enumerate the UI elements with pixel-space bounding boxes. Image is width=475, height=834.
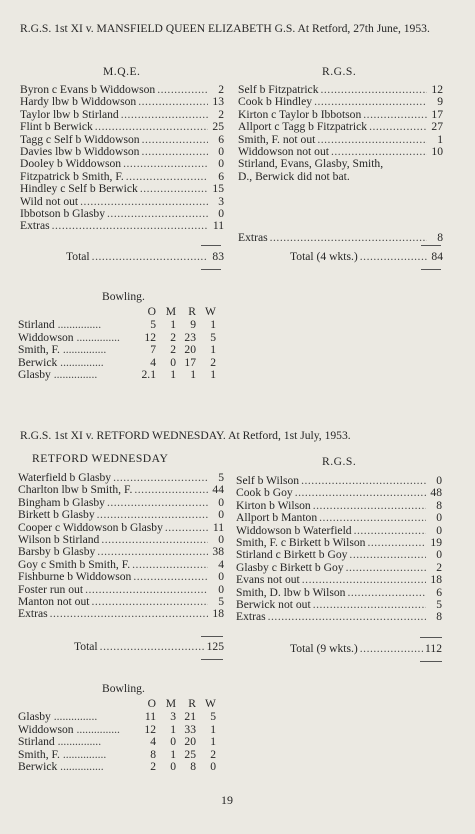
bowling-figure-o: 4	[150, 355, 156, 369]
batsman-dismissal: Allport b Manton	[236, 511, 318, 525]
bowling-figure-r: 21	[184, 710, 196, 723]
bowler-name-text: Berwick	[18, 760, 58, 774]
match-2-left-rule-top	[201, 636, 223, 637]
runs-scored: 11	[212, 219, 224, 233]
runs-scored: 44	[212, 483, 224, 497]
runs-scored: 2	[218, 107, 224, 121]
leader-dots	[134, 484, 208, 496]
batsman-dismissal: Cook b Hindley	[238, 95, 313, 109]
bowler-name-text: Widdowson	[18, 722, 74, 736]
batting-row	[236, 512, 442, 524]
leader-dots	[138, 96, 208, 108]
leader-dots	[50, 608, 208, 620]
bowling-figure-w: 1	[210, 343, 216, 357]
bowling-figure-o: 12	[144, 722, 156, 736]
runs-scored: 11	[212, 520, 224, 534]
match-2-title: R.G.S. 1st XI v. RETFORD WEDNESDAY. At Retford, 1st July, 1953.	[20, 429, 351, 442]
runs-scored: 18	[212, 607, 224, 621]
did-not-bat-row	[238, 158, 443, 170]
leader-dots	[321, 84, 428, 96]
leader-dots	[314, 96, 427, 108]
batsman-dismissal: Dooley b Widdowson	[20, 157, 122, 171]
bowler-name-text: Glasby	[18, 710, 51, 723]
runs-scored: 25	[212, 120, 224, 134]
runs-scored: 15	[212, 182, 224, 196]
did-not-bat-text: D., Berwick did not bat.	[238, 169, 350, 183]
leader-dots	[107, 208, 208, 220]
batting-row	[18, 509, 224, 521]
leader-dots	[157, 84, 208, 96]
leader-dots: ...............	[54, 735, 102, 749]
runs-scored: 4	[218, 557, 224, 571]
bowling-column-header: W	[205, 305, 216, 319]
leader-dots: ...............	[50, 368, 98, 382]
total-runs: 125	[206, 640, 224, 653]
bowler-name-text: Smith, F.	[18, 343, 60, 357]
runs-scored: 0	[218, 495, 224, 509]
leader-dots	[97, 509, 208, 521]
batsman-dismissal: Byron c Evans b Widdowson	[20, 83, 156, 96]
leader-dots	[52, 220, 208, 232]
leader-dots	[301, 475, 426, 487]
batsman-dismissal: Flint b Berwick	[20, 120, 93, 134]
batsman-dismissal: Wild not out	[20, 194, 79, 208]
leader-dots	[317, 134, 427, 146]
leader-dots: ...............	[57, 760, 104, 774]
leader-dots: ...............	[73, 330, 120, 344]
runs-scored: 18	[430, 573, 442, 587]
bowling-figure-w: 1	[210, 368, 216, 382]
leader-dots	[141, 146, 208, 158]
runs-scored: 0	[436, 523, 442, 537]
runs-scored: 6	[218, 169, 224, 183]
leader-dots	[95, 121, 208, 133]
batting-row	[20, 220, 224, 232]
bowling-figure-m: 0	[170, 735, 176, 749]
bowling-figure-w: 5	[210, 330, 216, 344]
batting-row	[236, 549, 442, 561]
runs-scored: 5	[218, 594, 224, 608]
runs-scored: 5	[436, 597, 442, 611]
batsman-dismissal: Stirland c Birkett b Goy	[236, 548, 348, 562]
batting-row	[20, 96, 224, 108]
runs-scored: 48	[430, 486, 442, 500]
bowling-figure-r: 23	[184, 330, 196, 344]
leader-dots	[123, 158, 208, 170]
bowling-figure-r: 1	[190, 368, 196, 382]
batting-row	[20, 121, 224, 133]
batsman-dismissal: Widdowson b Waterfield	[236, 523, 352, 537]
batting-row	[18, 596, 224, 608]
leader-dots	[302, 574, 426, 586]
bowling-figure-m: 1	[170, 368, 176, 382]
bowling-figure-m: 3	[170, 710, 176, 723]
batsman-dismissal: Extras	[20, 219, 50, 233]
bowling-figure-r: 20	[184, 343, 196, 357]
runs-scored: 0	[218, 157, 224, 171]
runs-scored: 0	[436, 474, 442, 487]
batsman-dismissal: Self b Fitzpatrick	[238, 83, 319, 96]
match-1-right-total-row	[290, 251, 443, 263]
batsman-dismissal: Tagg c Self b Widdowson	[20, 132, 140, 146]
bowling-figure-m: 2	[170, 343, 176, 357]
bowling-figure-m: 0	[170, 355, 176, 369]
leader-dots	[295, 487, 426, 499]
batsman-dismissal: Berwick not out	[236, 597, 311, 611]
leader-dots	[319, 512, 426, 524]
runs-scored: 38	[212, 545, 224, 559]
bowling-figure-w: 2	[210, 747, 216, 761]
batsman-dismissal: Kirton c Taylor b Ibbotson	[238, 107, 362, 121]
bowling-column-header: R	[188, 697, 196, 711]
runs-scored: 0	[436, 511, 442, 525]
total-label: Total	[66, 250, 90, 263]
batsman-dismissal: Widdowson not out	[238, 144, 329, 158]
match-2-bowling-table	[18, 698, 216, 774]
runs-scored: 5	[218, 471, 224, 484]
batsman-dismissal: Extras	[18, 607, 48, 621]
match-2-left-total-row	[74, 641, 224, 653]
match-1-right-team: R.G.S.	[322, 65, 357, 78]
batsman-dismissal: Cooper c Widdowson b Glasby	[18, 520, 163, 534]
leader-dots	[347, 587, 426, 599]
bowling-figure-m: 1	[170, 318, 176, 331]
batsman-dismissal: Ibbotson b Glasby	[20, 206, 106, 220]
match-2-bowling-label: Bowling.	[102, 682, 145, 695]
bowling-figure-o: 11	[144, 710, 156, 723]
match-2-right-rule-bottom	[420, 661, 442, 662]
match-1-left-rule-bottom	[201, 269, 221, 270]
runs-scored: 9	[437, 95, 443, 109]
bowling-column-header: O	[147, 697, 156, 711]
batsman-dismissal: Wilson b Stirland	[18, 532, 100, 546]
bowling-figure-m: 2	[170, 330, 176, 344]
batting-row	[238, 121, 443, 133]
runs-scored: 3	[218, 194, 224, 208]
batsman-dismissal: Kirton b Wilson	[236, 498, 311, 512]
runs-scored: 0	[218, 570, 224, 584]
bowling-figure-r: 8	[190, 760, 196, 774]
total-label: Total (9 wkts.)	[290, 642, 358, 655]
bowling-row	[18, 369, 216, 382]
batsman-dismissal: Hindley c Self b Berwick	[20, 182, 138, 196]
spacer	[238, 183, 443, 232]
leader-dots	[270, 232, 427, 244]
batsman-dismissal: Goy c Smith b Smith, F.	[18, 557, 131, 571]
batting-row	[236, 487, 442, 499]
bowler-name-text: Glasby	[18, 368, 51, 382]
leader-dots	[349, 549, 426, 561]
leader-dots	[132, 559, 208, 571]
runs-scored: 8	[437, 231, 443, 245]
bowling-figure-o: 5	[150, 318, 156, 331]
leader-dots	[142, 134, 208, 146]
total-runs: 84	[431, 250, 443, 263]
runs-scored: 10	[431, 144, 443, 158]
bowling-figure-w: 5	[210, 710, 216, 723]
batsman-dismissal: Extras	[238, 231, 268, 245]
batsman-dismissal: Barsby b Glasby	[18, 545, 96, 559]
bowler-name	[18, 761, 136, 774]
batting-row	[18, 546, 224, 558]
batting-row	[236, 599, 442, 611]
runs-scored: 12	[431, 83, 443, 96]
batsman-dismissal: Taylor lbw b Stirland	[20, 107, 119, 121]
batting-row	[236, 611, 442, 623]
batting-row	[20, 158, 224, 170]
leader-dots	[101, 534, 208, 546]
leader-dots	[107, 497, 208, 509]
bowling-figure-m: 1	[170, 747, 176, 761]
match-1-bowling-label: Bowling.	[102, 290, 145, 303]
bowler-name	[18, 369, 136, 382]
match-1-right-batting	[238, 84, 443, 245]
batting-row	[238, 96, 443, 108]
bowling-column-header: M	[165, 697, 176, 711]
match-1-right-rule-bottom	[421, 269, 441, 270]
match-2-right-batting	[236, 475, 442, 624]
runs-scored: 8	[436, 498, 442, 512]
batsman-dismissal: Extras	[236, 610, 266, 624]
runs-scored: 2	[436, 560, 442, 574]
runs-scored: 0	[218, 582, 224, 596]
bowling-figure-r: 33	[184, 722, 196, 736]
batsman-dismissal: Fitzpatrick b Smith, F.	[20, 169, 124, 183]
leader-dots	[92, 596, 209, 608]
leader-dots	[97, 546, 208, 558]
bowling-figure-m: 0	[170, 760, 176, 774]
bowling-figure-o: 4	[150, 735, 156, 749]
match-2-left-team: RETFORD WEDNESDAY	[32, 452, 169, 465]
bowling-figure-w: 1	[210, 722, 216, 736]
batsman-dismissal: Hardy lbw b Widdowson	[20, 95, 137, 109]
bowling-column-header: M	[165, 305, 176, 319]
match-1-left-batting	[20, 84, 224, 233]
batsman-dismissal: Allport c Tagg b Fitzpatrick	[238, 120, 368, 134]
batsman-dismissal: Waterfield b Glasby	[18, 471, 112, 484]
leader-dots	[313, 599, 426, 611]
total-runs: 112	[425, 642, 442, 655]
leader-dots	[121, 109, 208, 121]
bowling-figure-r: 20	[184, 735, 196, 749]
runs-scored: 1	[437, 132, 443, 146]
batsman-dismissal: Davies lbw b Widdowson	[20, 144, 140, 158]
batting-row	[236, 574, 442, 586]
bowling-figure-m: 1	[170, 722, 176, 736]
leader-dots	[367, 537, 426, 549]
did-not-bat-row	[238, 171, 443, 183]
bowling-column-header: O	[147, 305, 156, 319]
bowler-name-text: Stirland	[18, 735, 55, 749]
runs-scored: 2	[218, 83, 224, 96]
leader-dots	[369, 121, 427, 133]
bowling-figure-o: 2	[150, 760, 156, 774]
leader-dots	[363, 109, 427, 121]
leader-dots: ...............	[54, 318, 102, 331]
match-2-left-batting	[18, 472, 224, 621]
runs-scored: 6	[436, 585, 442, 599]
runs-scored: 19	[430, 535, 442, 549]
leader-dots: ...............	[50, 710, 98, 723]
match-1-left-team: M.Q.E.	[103, 65, 141, 78]
batsman-dismissal: Evans not out	[236, 573, 300, 587]
match-1-title: R.G.S. 1st XI v. MANSFIELD QUEEN ELIZABETH G.S. At Retford, 27th June, 1953.	[20, 22, 430, 35]
bowling-figure-r: 9	[190, 318, 196, 331]
leader-dots	[313, 500, 426, 512]
batting-row	[20, 208, 224, 220]
batting-row	[18, 484, 224, 496]
leader-dots	[268, 611, 426, 623]
runs-scored: 17	[431, 107, 443, 121]
leader-dots	[126, 171, 208, 183]
bowling-figure-w: 2	[210, 355, 216, 369]
bowling-column-header: R	[188, 305, 196, 319]
match-2-right-total-row	[290, 643, 442, 655]
leader-dots	[165, 522, 208, 534]
total-runs: 83	[212, 250, 224, 263]
bowling-figure-w: 0	[210, 760, 216, 774]
batsman-dismissal: Bingham b Glasby	[18, 495, 105, 509]
match-2-left-rule-bottom	[201, 659, 223, 660]
bowling-figure-w: 1	[210, 318, 216, 331]
did-not-bat-text: Stirland, Evans, Glasby, Smith,	[238, 157, 384, 171]
batsman-dismissal: Manton not out	[18, 594, 90, 608]
batsman-dismissal: Smith, F. not out	[238, 132, 316, 146]
leader-dots: ...............	[73, 722, 120, 736]
page-number: 19	[221, 793, 233, 807]
runs-scored: 0	[436, 548, 442, 562]
runs-scored: 0	[218, 508, 224, 522]
batsman-dismissal: Birkett b Glasby	[18, 508, 95, 522]
bowling-figure-r: 17	[184, 355, 196, 369]
runs-scored: 27	[431, 120, 443, 134]
batsman-dismissal: Foster run out	[18, 582, 84, 596]
match-1-right-rule-top	[421, 245, 441, 246]
runs-scored: 13	[212, 95, 224, 109]
batsman-dismissal: Self b Wilson	[236, 474, 300, 487]
bowling-figure-o: 2.1	[141, 368, 156, 382]
bowler-name-text: Berwick	[18, 355, 58, 369]
bowler-name-text: Smith, F.	[18, 747, 60, 761]
batsman-dismissal: Smith, D. lbw b Wilson	[236, 585, 346, 599]
leader-dots	[85, 584, 208, 596]
runs-scored: 0	[218, 532, 224, 546]
batsman-dismissal: Cook b Goy	[236, 486, 293, 500]
runs-scored: 6	[218, 132, 224, 146]
batsman-dismissal: Fishburne b Widdowson	[18, 570, 132, 584]
bowler-name-text: Widdowson	[18, 330, 74, 344]
bowling-figure-o: 12	[144, 330, 156, 344]
batting-row	[18, 571, 224, 583]
runs-scored: 0	[218, 206, 224, 220]
batting-row	[20, 183, 224, 195]
leader-dots	[133, 571, 208, 583]
batting-row	[18, 608, 224, 620]
bowling-figure-o: 8	[150, 747, 156, 761]
runs-scored: 8	[436, 610, 442, 624]
match-1-left-rule-top	[201, 245, 221, 246]
batsman-dismissal: Glasby c Birkett b Goy	[236, 560, 344, 574]
match-2-right-rule-top	[420, 637, 442, 638]
bowling-figure-r: 25	[184, 747, 196, 761]
bowling-figure-o: 7	[150, 343, 156, 357]
total-label: Total	[74, 640, 98, 653]
total-label: Total (4 wkts.)	[290, 250, 358, 263]
match-1-bowling-table	[18, 306, 216, 382]
bowling-row	[18, 761, 216, 774]
leader-dots	[140, 183, 208, 195]
leader-dots: ...............	[57, 355, 104, 369]
extras-row	[238, 232, 443, 244]
leader-dots: ...............	[59, 343, 107, 357]
batsman-dismissal: Charlton lbw b Smith, F.	[18, 483, 133, 497]
match-2-right-team: R.G.S.	[322, 455, 357, 468]
batsman-dismissal: Smith, F. c Birkett b Wilson	[236, 535, 366, 549]
bowler-name-text: Stirland	[18, 318, 55, 331]
match-1-left-total-row	[66, 251, 224, 263]
bowling-figure-w: 1	[210, 735, 216, 749]
bowling-column-header: W	[205, 697, 216, 711]
leader-dots	[346, 562, 426, 574]
runs-scored: 0	[218, 144, 224, 158]
leader-dots: ...............	[59, 747, 107, 761]
